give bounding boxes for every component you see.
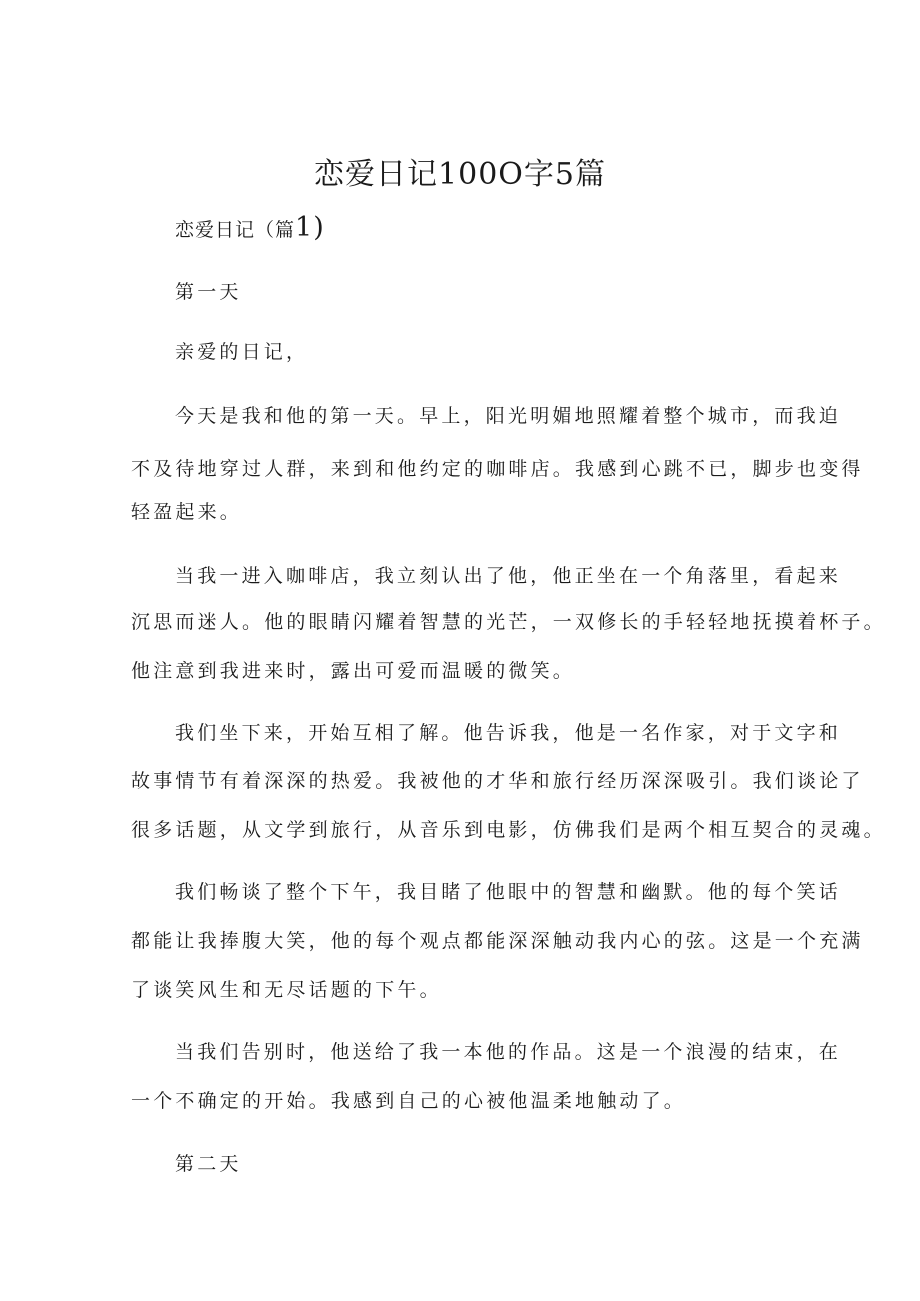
paragraph-line: 都能让我捧腹大笑，他的每个观点都能深深触动我内心的弦。这是一个充满 xyxy=(131,930,864,952)
paragraph-line: 不及待地穿过人群，来到和他约定的咖啡店。我感到心跳不已，脚步也变得 xyxy=(131,458,864,480)
paragraph-line: 当我们告别时，他送给了我一本他的作品。这是一个浪漫的结束，在 xyxy=(175,1041,842,1063)
paragraph-line: 我们坐下来，开始互相了解。他告诉我，他是一名作家，对于文字和 xyxy=(175,722,842,744)
section-subtitle xyxy=(175,210,325,248)
paragraph-line: 很多话题，从文学到旅行，从音乐到电影，仿佛我们是两个相互契合的灵魂。 xyxy=(131,819,886,841)
document-title: 恋爱日记100O字5篇 xyxy=(314,157,606,192)
day-heading: 第二天 xyxy=(175,1153,242,1175)
subtitle-suffix: 1) xyxy=(295,212,325,243)
paragraph-line: 轻盈起来。 xyxy=(131,501,243,523)
paragraph-line: 故事情节有着深深的热爱。我被他的才华和旅行经历深深吸引。我们谈论了 xyxy=(131,770,864,792)
paragraph-line: 了谈笑风生和无尽话题的下午。 xyxy=(131,979,442,1001)
paragraph-line: 一个不确定的开始。我感到自己的心被他温柔地触动了。 xyxy=(131,1090,687,1112)
paragraph-line: 沉思而迷人。他的眼睛闪耀着智慧的光芒，一双修长的手轻轻地抚摸着杯子。 xyxy=(131,611,886,633)
subtitle-prefix: 恋爱日记（篇 xyxy=(175,219,296,241)
day-heading: 第一天 xyxy=(175,281,242,303)
paragraph-line: 当我一进入咖啡店，我立刻认出了他，他正坐在一个角落里，看起来 xyxy=(175,565,842,587)
paragraph-line: 我们畅谈了整个下午，我目睹了他眼中的智慧和幽默。他的每个笑话 xyxy=(175,881,842,903)
paragraph-line: 今天是我和他的第一天。早上，阳光明媚地照耀着整个城市，而我迫 xyxy=(175,405,842,427)
salutation: 亲爱的日记， xyxy=(175,341,309,363)
paragraph-line: 他注意到我进来时，露出可爱而温暖的微笑。 xyxy=(131,660,576,682)
